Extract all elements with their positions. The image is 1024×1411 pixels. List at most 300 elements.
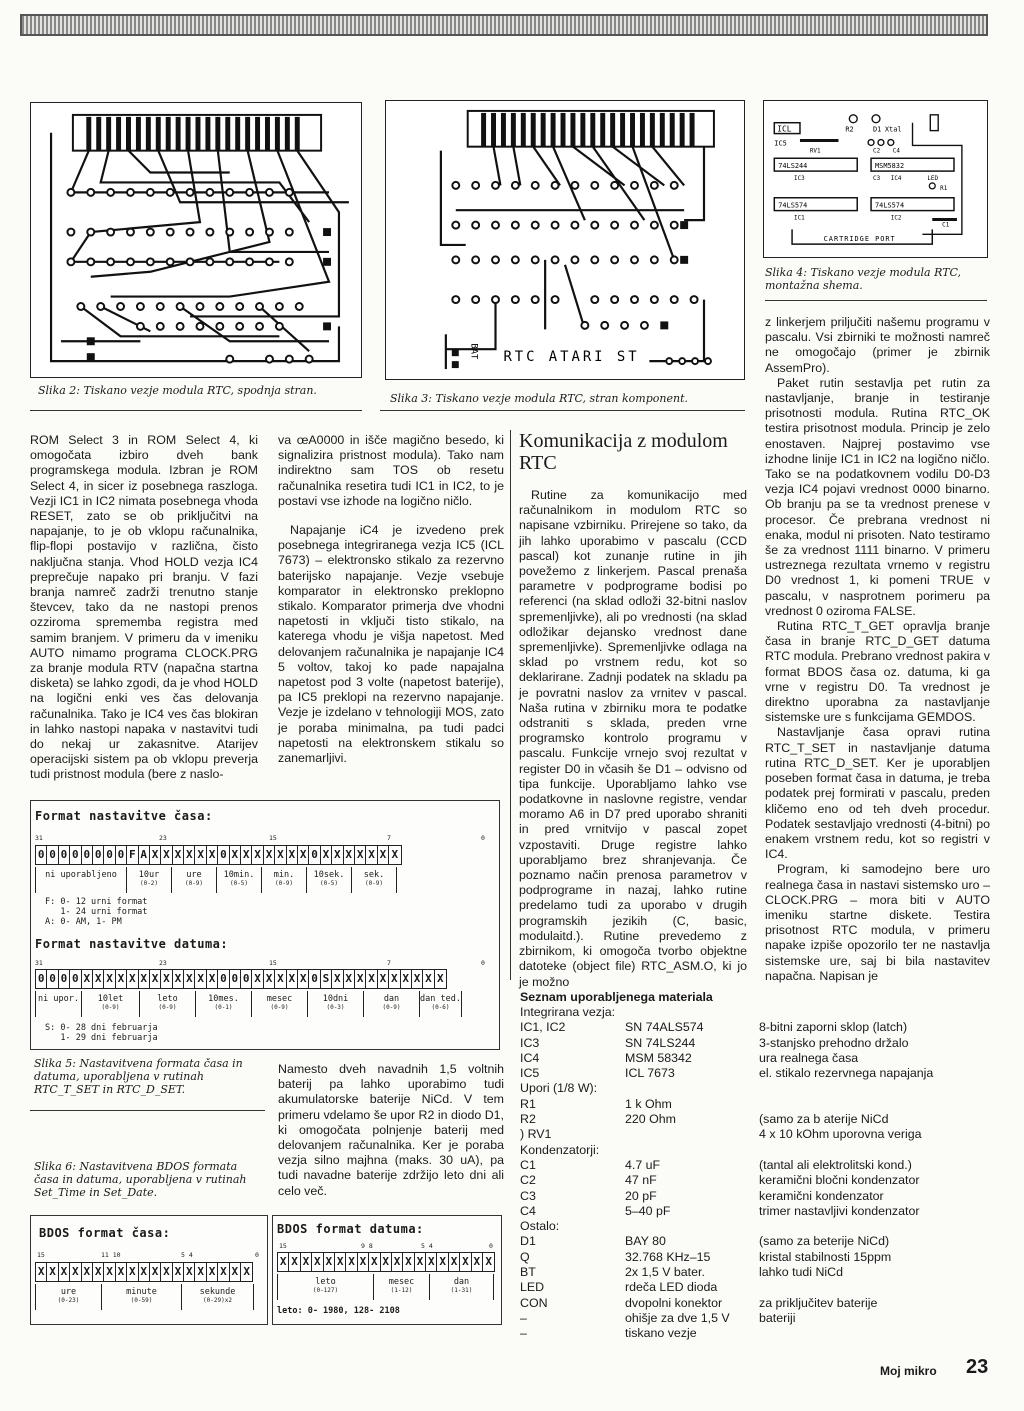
- bdos-time-title: BDOS format časa:: [39, 1226, 171, 1240]
- date-field-range: (0-1): [214, 1004, 233, 1011]
- divider-fig5: [30, 1110, 265, 1111]
- label-icl: ICL: [777, 124, 792, 134]
- part-ref: IC1, IC2: [520, 1020, 566, 1035]
- date-bit: 0: [218, 970, 229, 988]
- date-field-range: (0-9): [101, 1004, 120, 1011]
- date-bit: X: [150, 970, 161, 988]
- time-format-title: Format nastavitve časa:: [35, 809, 213, 823]
- bdos-date-bit-number-0: 0: [489, 1242, 493, 1250]
- date-field-label: ni upor.: [38, 994, 79, 1004]
- time-bit: X: [241, 846, 252, 864]
- time-field-range: (0-9): [184, 880, 204, 887]
- date-bit: X: [332, 970, 343, 988]
- part-description: [759, 1143, 990, 1158]
- date-field: [420, 991, 462, 1017]
- bdos-time-field-range: (0-29)x2: [203, 1297, 232, 1304]
- bdos-time-field-range: (0-23): [57, 1297, 80, 1304]
- label-c1: C1: [942, 222, 950, 229]
- date-field-label: 10dni: [322, 994, 349, 1004]
- part-value: 2x 1,5 V bater.: [625, 1265, 705, 1280]
- parts-row: [520, 1127, 990, 1142]
- bdos-date-field: [278, 1274, 374, 1300]
- date-bit: X: [116, 970, 127, 988]
- part-description: [759, 1280, 990, 1295]
- bdos-date-field-label: mesec: [388, 1277, 415, 1287]
- parts-list: [520, 1005, 990, 1342]
- bdos-time-bit: X: [230, 1263, 241, 1281]
- bdos-time-bit: X: [47, 1263, 58, 1281]
- part-ref: ) RV1: [520, 1127, 552, 1142]
- part-value: MSM 58342: [625, 1050, 692, 1065]
- bdos-date-bits-row: [277, 1252, 495, 1272]
- part-value: 4.7 uF: [625, 1157, 661, 1172]
- column-2-paragraph-1: va œA0000 in išče magično besedo, ki signalizira pristnost modula). Tako nam indirektno sam TOS ob resetu računalnika resetira tudi IC1 in IC2, to je postavi vse izhode na logično ničlo.: [278, 433, 504, 508]
- figure-2-caption: Slika 2: Tiskano vezje modula RTC, spodnja stran.: [38, 384, 317, 397]
- time-bit: X: [173, 846, 184, 864]
- part-description: [759, 1005, 990, 1020]
- time-bit: 0: [36, 846, 47, 864]
- label-cartridge-port: CARTRIDGE PORT: [823, 235, 896, 244]
- bdos-date-bit: X: [335, 1253, 346, 1271]
- date-bit: X: [287, 970, 298, 988]
- time-format-notes: F: 0- 12 urni format 1- 24 urni format A: 0- AM, 1- PM: [45, 897, 148, 927]
- time-fields-row: [35, 867, 397, 893]
- parts-row: [520, 1311, 990, 1326]
- part-ref: Ostalo:: [520, 1219, 560, 1234]
- bdos-time-bit: X: [93, 1263, 104, 1281]
- bdos-time-bit-number-11-10: 11 10: [101, 1251, 121, 1259]
- part-ref: Q: [520, 1249, 530, 1264]
- footer-magazine-name: Moj mikro: [880, 1364, 937, 1378]
- parts-row: [520, 1051, 990, 1066]
- article-column-3: [519, 488, 747, 990]
- part-description: lahko tudi NiCd: [759, 1265, 844, 1280]
- part-value: BAY 80: [625, 1234, 666, 1249]
- date-fields-row: [35, 991, 462, 1017]
- date-bit: S: [321, 970, 332, 988]
- date-bit: X: [366, 970, 377, 988]
- pcb-bottom-drawing: [31, 103, 361, 377]
- time-bit: 0: [218, 846, 229, 864]
- time-bit: X: [207, 846, 218, 864]
- date-bit: 0: [59, 970, 70, 988]
- time-field-label: sek.: [363, 870, 385, 880]
- date-field: [36, 991, 82, 1017]
- time-bit-number-23: 23: [159, 834, 167, 842]
- part-value: 32.768 KHz–15: [625, 1249, 711, 1264]
- date-bit: X: [389, 970, 400, 988]
- date-bit: X: [127, 970, 138, 988]
- part-description: trimer nastavljivi kondenzator: [759, 1203, 920, 1218]
- date-field-range: (0-9): [270, 1004, 289, 1011]
- time-bit: X: [355, 846, 366, 864]
- part-value: ohišje za dve 1,5 V: [625, 1310, 730, 1325]
- bdos-time-bit: X: [104, 1263, 115, 1281]
- date-bit: 0: [241, 970, 252, 988]
- part-value: [625, 1005, 759, 1020]
- time-bit-number-31: 31: [35, 834, 43, 842]
- part-value: 1 k Ohm: [625, 1096, 672, 1111]
- date-bit: X: [184, 970, 195, 988]
- parts-row: [520, 1250, 990, 1265]
- date-bit: X: [355, 970, 366, 988]
- bdos-time-field-range: (0-59): [130, 1297, 153, 1304]
- bdos-time-bit: X: [161, 1263, 172, 1281]
- part-ref: –: [520, 1310, 527, 1325]
- date-bits-row: [35, 969, 447, 989]
- bdos-time-bit-number-15: 15: [37, 1251, 45, 1259]
- date-bit: X: [298, 970, 309, 988]
- bdos-date-field-label: leto: [315, 1277, 336, 1287]
- time-bit: F: [127, 846, 138, 864]
- part-ref: Integrirana vezja:: [520, 1005, 616, 1019]
- label-c4: C4: [892, 148, 900, 155]
- bdos-date-bit: X: [278, 1253, 289, 1271]
- bdos-date-field-range: (1-31): [450, 1287, 473, 1294]
- date-bit: X: [412, 970, 423, 988]
- part-ref: LED: [520, 1280, 545, 1295]
- part-ref: IC5: [520, 1066, 540, 1081]
- bdos-time-bit: X: [127, 1263, 138, 1281]
- part-description: kristal stabilnosti 15ppm: [759, 1249, 892, 1264]
- date-bit: X: [195, 970, 206, 988]
- time-bit: X: [332, 846, 343, 864]
- column-4-paragraph-4: Nastavljanje časa opravi rutina RTC_T_SET in nastavljanje datuma rutina RTC_D_SET. Ker je uporabljen poseben format časa in datuma, je treba podatek prej formirati v pascalu, preden kličemo eno od teh dveh procedur. Podatek sestavljajo vrednosti (4-bitni) po enakem vrstnem redu, kot so registri v IC4.: [765, 725, 990, 862]
- part-ref: –: [520, 1326, 527, 1341]
- time-bit: X: [275, 846, 286, 864]
- part-value: [625, 1219, 759, 1234]
- bdos-date-bit: X: [358, 1253, 369, 1271]
- label-ic1: IC1: [794, 215, 805, 222]
- column-2-paragraph-2: Napajanje iC4 je izvedeno prek posebnega integriranega vezja IC5 (ICL 7673) – elektronsko stikalo za rezervno baterijsko napajanje. Vezje vsebuje komparator in elektronsko preklopno stikalo. Komparator primerja dve vhodni napetosti in vključi tisto stikalo, na katerega vhodu je višja napetost. Med delovanjem računalnika je napajanje IC4 5 voltov, takoj ko pade napajalna napetost pod 3 volte (napetost baterije), pa IC5 preklopi na rezervno napajanje. Vezje je izdelano v tehnologiji MOS, zato je poraba minimalna, pa tudi padci napetosti na elektronskem stikalu so zanemarljivi.: [278, 523, 504, 766]
- label-led: LED: [927, 175, 939, 182]
- bdos-time-bit: X: [150, 1263, 161, 1281]
- time-format-diagram: [30, 800, 500, 1050]
- date-bit: 0: [47, 970, 58, 988]
- time-field-range: (0-5): [229, 880, 249, 887]
- label-ic5: IC5: [774, 139, 787, 148]
- bdos-time-bit: X: [70, 1263, 81, 1281]
- date-bit-number-7: 7: [387, 959, 391, 967]
- parts-row: [520, 1066, 990, 1081]
- bdos-time-field-label: ure: [60, 1287, 77, 1297]
- parts-row: [520, 1143, 990, 1158]
- time-bit: X: [391, 848, 399, 861]
- part-ref: CON: [520, 1295, 548, 1310]
- bdos-date-bit: X: [415, 1253, 426, 1271]
- part-value: [625, 1127, 759, 1142]
- bdos-date-field: [374, 1274, 430, 1300]
- date-field-label: 10let: [97, 994, 124, 1004]
- bdos-time-bit: X: [116, 1263, 127, 1281]
- figure-5-caption: Slika 5: Nastavitvena formata časa in datuma, uporabljena v rutinah RTC_T_SET in RTC_D_SET.: [34, 1057, 243, 1096]
- column-4-paragraph-2: Paket rutin sestavlja pet rutin za nastavljanje, branje in testiranje prisotnosti modula. Rutina RTC_OK testira prisotnost modula. Princip je zelo enostaven. Najprej postavimo vse izhodne linije IC1 in IC2 na logično ničlo. Tako se na podatkovnem vodilu D0-D3 vezja IC4 pojavi vrednost 0000 binarno. Ob branju pa se ta vrednost prenese v procesor. Če prebrana vrednost ni enaka, modul ni prisoten. Nato testiramo še za vrednost 1111 binarno. V primeru ustreznega rezultata vrnemo v registru D0 vrednost 1, ki pomeni TRUE v pascalu, v nasprotnem porimeru pa vrednost 0 oziroma FALSE.: [765, 375, 990, 618]
- label-ic3: IC3: [794, 175, 805, 182]
- parts-row: [520, 1020, 990, 1035]
- bdos-time-bit-number-5-4: 5 4: [181, 1251, 193, 1259]
- bdos-date-bit: X: [381, 1253, 392, 1271]
- bdos-time-bits-row: [35, 1262, 253, 1282]
- label-ic2: IC2: [890, 215, 902, 222]
- time-field: [262, 867, 307, 893]
- part-ref: C2: [520, 1173, 536, 1188]
- date-field: [308, 991, 364, 1017]
- time-field: [172, 867, 217, 893]
- figure-4-caption: Slika 4: Tiskano vezje modula RTC, montažna shema.: [765, 266, 962, 292]
- date-bit: X: [173, 970, 184, 988]
- bdos-time-bit-number-0: 0: [255, 1251, 259, 1259]
- part-ref: C4: [520, 1203, 536, 1218]
- parts-row: [520, 1081, 990, 1096]
- bdos-time-diagram: [30, 1215, 268, 1325]
- bdos-time-field: [102, 1284, 182, 1310]
- bdos-time-fields-row: [35, 1284, 254, 1310]
- time-bit: X: [150, 846, 161, 864]
- time-field-label: min.: [273, 870, 295, 880]
- bdos-date-title: BDOS format datuma:: [277, 1222, 424, 1236]
- time-bit: X: [195, 846, 206, 864]
- parts-row: [520, 1005, 990, 1020]
- date-field: [252, 991, 308, 1017]
- part-value: [625, 1081, 759, 1096]
- time-bit: X: [264, 846, 275, 864]
- bdos-date-bit: X: [472, 1253, 483, 1271]
- bdos-date-bit: X: [312, 1253, 323, 1271]
- label-rv1: RV1: [809, 148, 821, 155]
- bdos-time-bit: X: [218, 1263, 229, 1281]
- chip-msm5832: MSM5832: [875, 162, 905, 171]
- time-field-range: (0-9): [364, 880, 384, 887]
- article-column-2-lower: [278, 1062, 504, 1199]
- parts-list-title: Seznam uporabljenega materiala: [520, 990, 713, 1004]
- date-bit: X: [93, 970, 104, 988]
- time-field-range: (0-9): [274, 880, 294, 887]
- column-4-paragraph-3: Rutina RTC_T_GET opravlja branje časa in branje RTC_D_GET datuma RTC modula. Prebrano vrednost pakira v format BDOS časa oz. datuma, ki ga vrne v registru D0. Ta vrednost je direktno uporabna za nastavljanje sistemske ure s funkcijama GEMDOS.: [765, 619, 990, 725]
- bdos-date-field: [430, 1274, 494, 1300]
- bdos-date-bit: X: [426, 1253, 437, 1271]
- date-format-notes: S: 0- 28 dni februarja 1- 29 dni februarja: [45, 1023, 158, 1043]
- divider-fig4: [765, 300, 987, 301]
- bdos-time-bit: X: [195, 1263, 206, 1281]
- time-bits-row: [35, 845, 402, 865]
- parts-row: [520, 1173, 990, 1188]
- part-value: [625, 1143, 759, 1158]
- date-bit: X: [437, 972, 444, 985]
- bdos-date-diagram: [272, 1215, 502, 1325]
- time-field: [127, 867, 172, 893]
- date-field: [140, 991, 196, 1017]
- time-field-label: 10ur: [138, 870, 160, 880]
- time-bit: X: [378, 846, 389, 864]
- parts-row: [520, 1204, 990, 1219]
- time-bit: 0: [59, 846, 70, 864]
- part-description: [759, 1081, 990, 1096]
- bdos-date-bit: X: [369, 1253, 380, 1271]
- parts-row: [520, 1296, 990, 1311]
- part-description: (samo za b aterije NiCd: [759, 1112, 889, 1127]
- date-field-range: (0-9): [382, 1004, 401, 1011]
- part-value: tiskano vezje: [625, 1326, 697, 1341]
- time-field-label: 10sek.: [313, 870, 345, 880]
- parts-row: [520, 1097, 990, 1112]
- label-c2-top: C2: [873, 148, 881, 155]
- part-value: SN 74LS244: [625, 1035, 696, 1050]
- article-column-4: [765, 315, 990, 984]
- part-description: bateriji: [759, 1310, 796, 1325]
- date-bit: X: [82, 970, 93, 988]
- bdos-date-bit: X: [346, 1253, 357, 1271]
- bdos-time-bit: X: [173, 1263, 184, 1281]
- time-bit: 0: [116, 846, 127, 864]
- date-field-label: 10mes.: [208, 994, 239, 1004]
- part-ref: IC4: [520, 1050, 540, 1065]
- date-bit: 0: [230, 970, 241, 988]
- date-bit: X: [378, 970, 389, 988]
- column-3-paragraph: Rutine za komunikacijo med računalnikom in modulom RTC so napisane vzbirniku. Prirejene so tako, da jih lahko uporabimo v pascalu (CCD pascal) kot zunanje rutine in jih povežemo z linkerjem. Pascal prenaša parametre v podprograme bodisi po referenci (na sklad odloži 32-bitni naslov spremenljivke), ali po vrednosti (na sklad odložikar dejansko vrednost dane spremenljivke). Spremenljivke odlaga na sklad po vrstnem redu, kot so deklarirane. Zadnji podatek na skladu pa je povratni naslov za vrnitev v pascal. Naša rutina v zbirniku mora te podatke odstraniti s sklada, preden vrne programsko kontrolo programu v pascalu. Funkcije vrnejo svoj rezultat v register D0 in včasih še D1 – odvisno od tipa funkcije. Uporabljamo lahko vse podatkovne in naslovne registre, vendar moramo A6 in D7 pred uporabo shraniti in pred vrnitvijo v pascal zopet vzpostaviti. Druge registre lahko uporabljamo brez shranjevanja. Če poznamo način prenosa parametrov v podprograme in nazaj, lahko rutine predelamo tudi za uporabo v drugih programskih jezikih (C, basic, modulaitd.). Rutine prevedemo z zbirnikom, ki omogoča tvorbo objektne datoteke (object file) RTC_ASM.O, ki jo je možno: [519, 488, 747, 989]
- divider-fig3: [380, 410, 745, 411]
- part-value: 220 Ohm: [625, 1112, 676, 1127]
- date-field-range: (0-9): [158, 1004, 177, 1011]
- assembly-drawing: [764, 101, 987, 257]
- figure-3-caption: Slika 3: Tiskano vezje modula RTC, stran komponent.: [390, 392, 688, 405]
- pcb-bat-label: BAT: [468, 343, 479, 360]
- time-bit-number-0: 0: [481, 834, 485, 842]
- bdos-time-bit: X: [184, 1263, 195, 1281]
- bdos-time-field: [36, 1284, 102, 1310]
- label-r2: R2: [845, 125, 854, 134]
- date-bit: X: [161, 970, 172, 988]
- bdos-date-bit: X: [403, 1253, 414, 1271]
- part-ref: Kondenzatorji:: [520, 1142, 600, 1157]
- figure-2-pcb-bottom: [30, 102, 362, 378]
- column-2-lower-paragraph: Namesto dveh navadnih 1,5 voltnih baterij pa lahko uporabimo tudi akumulatorske baterije NiCd. V tem primeru vdelamo še upor R2 in diodo D1, ki omogočata polnjenje baterij med delovanjem računalnika. Ker je poraba vezja silno majhna (maks. 30 uA), pa tudi navadne baterije zdržijo leto dni ali celo več.: [278, 1062, 504, 1198]
- bdos-time-bit: X: [207, 1263, 218, 1281]
- date-bit-number-15: 15: [269, 959, 277, 967]
- chip-74ls574-b: 74LS574: [875, 201, 905, 210]
- time-bit: X: [287, 846, 298, 864]
- part-ref: D1: [520, 1234, 536, 1249]
- label-r1: R1: [940, 185, 948, 192]
- date-field: [82, 991, 140, 1017]
- bdos-time-field: [182, 1284, 254, 1310]
- date-bit: X: [207, 970, 218, 988]
- part-description: [759, 1326, 990, 1341]
- date-field-label: leto: [157, 994, 178, 1004]
- part-ref: R2: [520, 1112, 536, 1127]
- column-divider: [510, 430, 511, 980]
- part-description: [759, 1219, 990, 1234]
- date-bit: X: [344, 970, 355, 988]
- part-value: rdeča LED dioda: [625, 1280, 718, 1295]
- time-field: [36, 867, 127, 893]
- time-bit: 0: [70, 846, 81, 864]
- time-bit: X: [161, 846, 172, 864]
- bdos-date-notes: leto: 0- 1980, 128- 2108: [277, 1306, 400, 1316]
- time-bit: X: [298, 846, 309, 864]
- label-d1: D1: [873, 125, 882, 134]
- parts-row: [520, 1189, 990, 1204]
- part-ref: R1: [520, 1096, 536, 1111]
- article-column-1: [30, 433, 258, 783]
- section-heading: Komunikacija z modulom RTC: [519, 430, 728, 474]
- chip-74ls574-a: 74LS574: [778, 201, 808, 210]
- column-4-paragraph-1: z linkerjem priljučiti našemu programu v pascalu. Vsi zbirniki te možnosti namreč ne omogočajo (primer je zbirnik AssemPro).: [765, 315, 990, 375]
- time-bit: X: [252, 846, 263, 864]
- pcb-board-label: RTC ATARI ST: [503, 349, 640, 366]
- time-bit: X: [366, 846, 377, 864]
- part-description: [759, 1097, 990, 1112]
- time-field: [307, 867, 352, 893]
- part-description: keramični kondenzator: [759, 1188, 884, 1203]
- chip-74ls244: 74LS244: [778, 162, 808, 171]
- part-ref: BT: [520, 1265, 536, 1280]
- parts-row: [520, 1219, 990, 1234]
- part-value: 47 nF: [625, 1173, 657, 1188]
- parts-row: [520, 1158, 990, 1173]
- bdos-time-field-label: minute: [126, 1287, 157, 1297]
- date-bit: X: [139, 970, 150, 988]
- date-bit-number-23: 23: [159, 959, 167, 967]
- bdos-time-bit: X: [36, 1263, 47, 1281]
- divider-fig2: [30, 410, 362, 411]
- date-field: [364, 991, 420, 1017]
- date-bit: X: [252, 970, 263, 988]
- time-bit: 0: [309, 846, 320, 864]
- bdos-date-bit: X: [437, 1253, 448, 1271]
- bdos-time-bit: X: [59, 1263, 70, 1281]
- date-field-label: dan: [383, 994, 400, 1004]
- part-value: 20 pF: [625, 1188, 657, 1203]
- bdos-date-fields-row: [277, 1274, 494, 1300]
- time-bit: X: [184, 846, 195, 864]
- date-field-range: (0-6): [431, 1004, 450, 1011]
- time-bit: 0: [47, 846, 58, 864]
- bdos-date-bit: X: [392, 1253, 403, 1271]
- parts-row: [520, 1112, 990, 1127]
- part-description: keramični bločni kondenzator: [759, 1173, 920, 1188]
- time-bit: X: [344, 846, 355, 864]
- time-field-range: (0-2): [139, 880, 159, 887]
- top-decorative-bar: [20, 14, 988, 36]
- label-ic4: IC4: [890, 175, 902, 182]
- time-bit: 0: [82, 846, 93, 864]
- part-ref: Upori (1/8 W):: [520, 1081, 598, 1096]
- date-bit: X: [423, 970, 434, 988]
- bdos-date-field-label: dan: [453, 1277, 470, 1287]
- pcb-components-drawing: [386, 101, 744, 379]
- date-field-label: mesec: [266, 994, 293, 1004]
- bdos-time-field-label: sekunde: [199, 1287, 236, 1297]
- date-bit: 0: [70, 970, 81, 988]
- date-bit: X: [401, 970, 412, 988]
- time-bit-number-7: 7: [387, 834, 391, 842]
- bdos-time-bit: X: [243, 1265, 251, 1278]
- part-ref: IC3: [520, 1035, 540, 1050]
- time-field: [352, 867, 397, 893]
- parts-row: [520, 1036, 990, 1051]
- date-format-title: Format nastavitve datuma:: [35, 937, 229, 951]
- figure-6-caption: Slika 6: Nastavitvena BDOS formata časa in datuma, uporabljena v rutinah Set_Time in Set_Date.: [34, 1160, 247, 1199]
- part-description: el. stikalo rezervnega napajanja: [759, 1066, 934, 1081]
- part-description: 3-stanjsko prehodno držalo: [759, 1035, 909, 1050]
- date-bit: 0: [36, 970, 47, 988]
- date-field-label: dan ted.: [420, 994, 461, 1004]
- part-description: (tantal ali elektrolitski kond.): [759, 1157, 912, 1172]
- parts-row: [520, 1326, 990, 1341]
- date-bit-number-31: 31: [35, 959, 43, 967]
- parts-row: [520, 1234, 990, 1249]
- date-bit-number-0: 0: [481, 959, 485, 967]
